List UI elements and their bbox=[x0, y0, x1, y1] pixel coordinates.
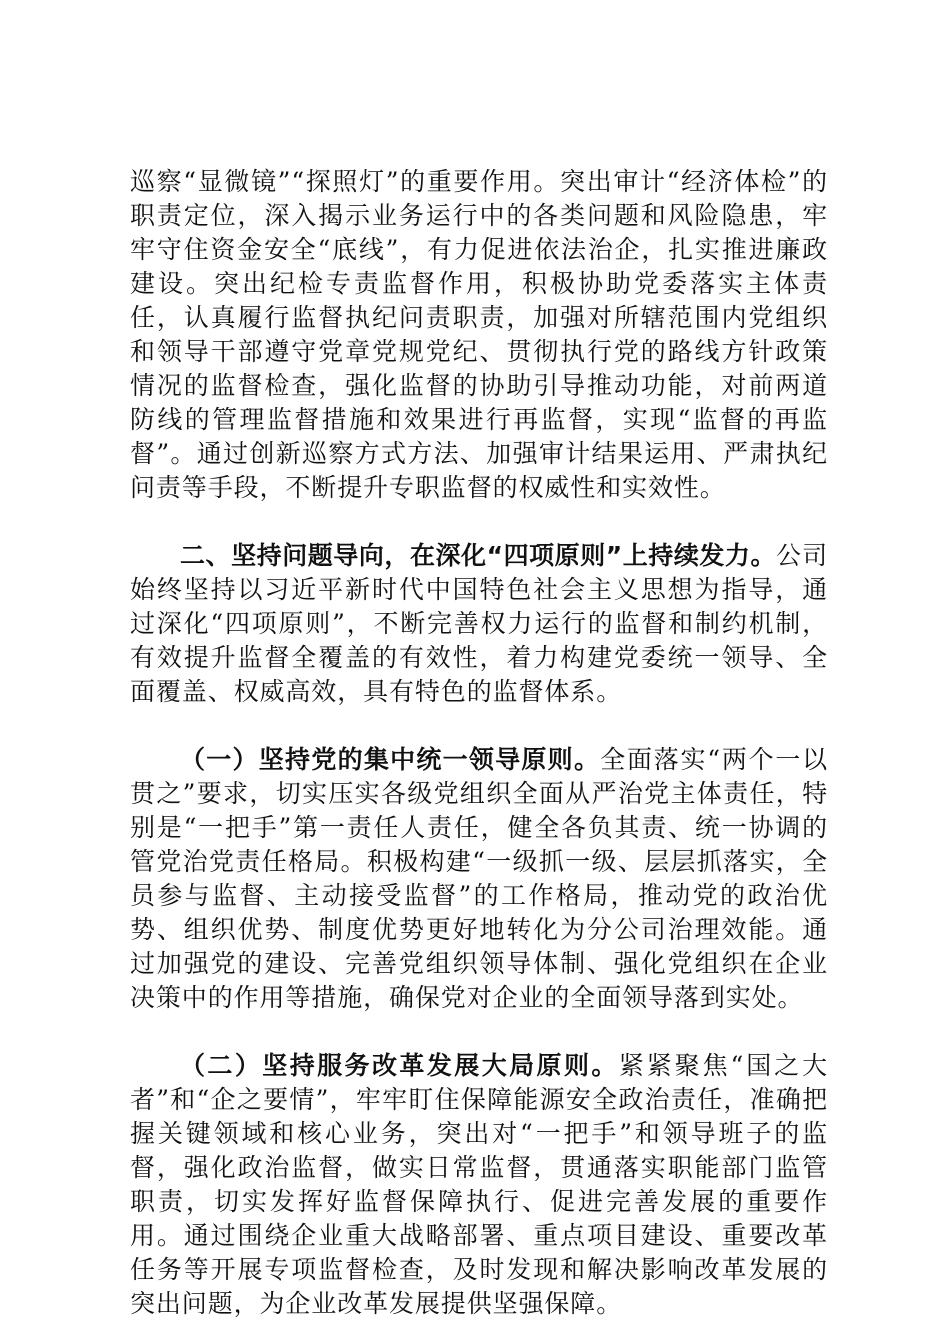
paragraph-spacer bbox=[130, 709, 828, 743]
document-page bbox=[130, 165, 828, 1321]
subsection-2-heading: （二）坚持服务改革发展大局原则。 bbox=[180, 1051, 619, 1080]
subsection-2-body: 紧紧聚焦“国之大者”和“企之要情”，牢牢盯住保障能源安全政治责任，准确把握关键领域和核心业务，突出对“一把手”和领导班子的监督，强化政治监督，做实日常监督，贯通落实职能部门监管职责，切实发挥好监督保障执行、促进完善发展的重要作用。通过围绕企业重大战略部署、重点项目建设、重要改革任务等开展专项监督检查，及时发现和解决影响改革发展的突出问题，为企业改革发展提供坚强保障。 bbox=[130, 1051, 828, 1318]
paragraph-subsection-1 bbox=[130, 743, 828, 1015]
paragraph-subsection-2 bbox=[130, 1049, 828, 1321]
subsection-1-body: 全面落实“两个一以贯之”要求，切实压实各级党组织全面从严治党主体责任，特别是“一把手”第一责任人责任，健全各负其责、统一协调的管党治党责任格局。积极构建“一级抓一级、层层抓落实，全员参与监督、主动接受监督”的工作格局，推动党的政治优势、组织优势、制度优势更好地转化为分公司治理效能。通过加强党的建设、完善党组织领导体制、强化党组织在企业决策中的作用等措施，确保党对企业的全面领导落到实处。 bbox=[130, 745, 829, 1012]
subsection-1-heading: （一）坚持党的集中统一领导原则。 bbox=[180, 745, 601, 774]
section-2-heading: 二、坚持问题导向，在深化“四项原则”上持续发力。 bbox=[180, 541, 777, 570]
section-2-body: 公司始终坚持以习近平新时代中国特色社会主义思想为指导，通过深化“四项原则”，不断完善权力运行的监督和制约机制，有效提升监督全覆盖的有效性，着力构建党委统一领导、全面覆盖、权威高效，具有特色的监督体系。 bbox=[130, 541, 828, 706]
paragraph-spacer bbox=[130, 1015, 828, 1049]
paragraph-continuation: 巡察“显微镜”“探照灯”的重要作用。突出审计“经济体检”的职责定位，深入揭示业务运行中的各类问题和风险隐患，牢牢守住资金安全“底线”，有力促进依法治企，扎实推进廉政建设。突出纪检专责监督作用，积极协助党委落实主体责任，认真履行监督执纪问责职责，加强对所辖范围内党组织和领导干部遵守党章党规党纪、贯彻执行党的路线方针政策情况的监督检查，强化监督的协助引导推动功能，对前两道防线的管理监督措施和效果进行再监督，实现“监督的再监督”。通过创新巡察方式方法、加强审计结果运用、严肃执纪问责等手段，不断提升专职监督的权威性和实效性。 bbox=[130, 167, 828, 502]
paragraph-section-2 bbox=[130, 539, 828, 709]
paragraph-spacer bbox=[130, 505, 828, 539]
